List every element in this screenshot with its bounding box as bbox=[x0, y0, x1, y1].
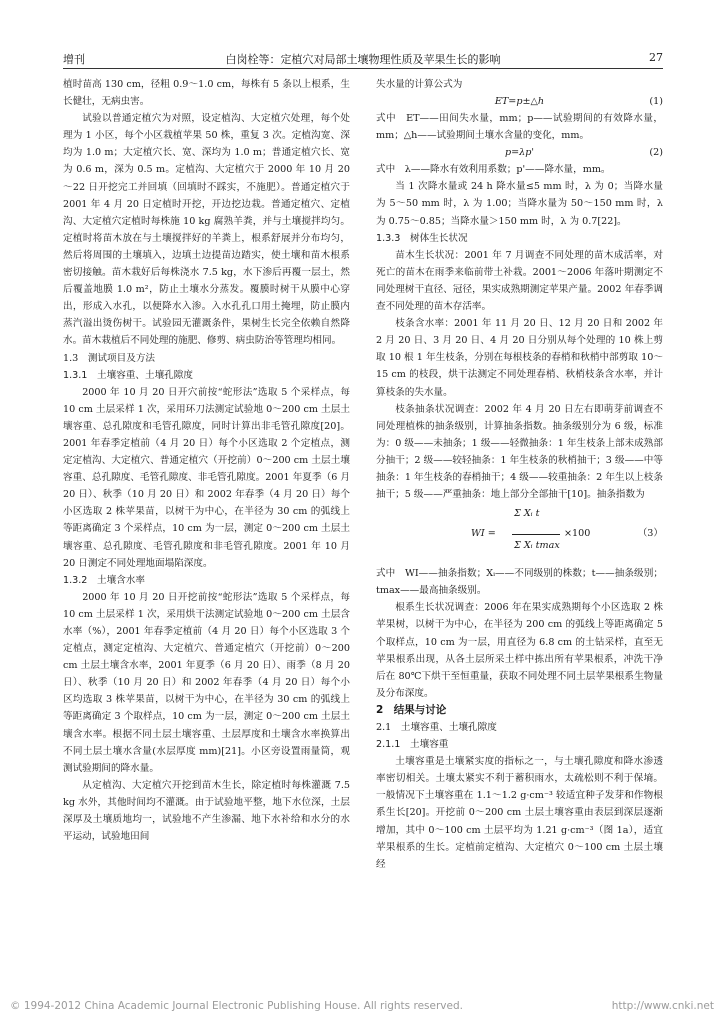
subsection-heading: 2.1.1 土壤容重 bbox=[376, 739, 449, 751]
right-column bbox=[376, 76, 663, 873]
equation-lhs: WI = bbox=[471, 528, 496, 540]
equation-formula: p=λp' bbox=[504, 147, 535, 159]
paragraph: 土壤容重是土壤紧实度的指标之一，与土壤孔隙度和降水渗透率密切相关。土壤太紧实不利于蓄积雨水，太疏松则不利于保墒。一般情况下土壤容重在 1.1～1.2 g·cm⁻³ 较适宜种子发芽和作物根系生长[20]。开挖前 0～200 cm 土层土壤容重由表层到深层逐渐增加，其中 0～100 cm 土层平均为 1.21 g·cm⁻³（图 1a），适宜苹果根系的生长。定植前定植沟、大定植穴 0～100 cm 土层土壤经 bbox=[376, 756, 663, 870]
footer-url: http://www.cnki.net bbox=[611, 1000, 714, 1012]
section-heading: 1.3 测试项目及方法 bbox=[63, 352, 156, 364]
subsection-heading: 1.3.1 土壤容重、土壤孔隙度 bbox=[63, 369, 193, 381]
paragraph: 式中 λ——降水有效利用系数；p'——降水量，mm。 bbox=[376, 164, 611, 176]
paragraph: 2000 年 10 月 20 日开挖前按“蛇形法”选取 5 个采样点，每 10 cm 土层采样 1 次，采用烘干法测定试验地 0～200 cm 土层含水率（%），2001 年春季定植前（4 月 20 日）每个小区选取 3 个定植点，测定定植沟、大定植穴、普通定植穴（开挖前）0～200 cm 土层土壤含水率，2001 年夏季（6 月 20 日）、雨季（8 月 20 日）、秋季（10 月 20 日）和 2002 年春季（4 月 20 日）每个小区均选取 3 株苹果苗，以树干为中心，在半径为 30 cm 的弧线上等距离确定 3 个取样点，10 cm 为一层，测定 0～200 cm 土层土壤含水率。根据不同土层土壤容重、土层厚度和土壤含水率换算出不同土层土壤水含量(水层厚度 mm)[21]。小区旁设置雨量筒，观测试验期间的降水量。 bbox=[63, 591, 350, 774]
footer-copyright: © 1994-2012 China Academic Journal Electronic Publishing House. All rights reserved. bbox=[10, 1000, 463, 1012]
equation-fraction bbox=[376, 503, 663, 565]
paragraph: 2000 年 10 月 20 日开穴前按“蛇形法”选取 5 个采样点，每 10 cm 土层采样 1 次，采用环刀法测定试验地 0～200 cm 土层土壤容重、总孔隙度和毛管孔隙度，同时计算出非毛管孔隙度[20]。2001 年春季定植前（4 月 20 日）每个小区选取 2 个定植点，测定定植沟、大定植穴、普通定植穴（开挖前）0～200 cm 土层土壤容重、总孔隙度、毛管孔隙度、非毛管孔隙度。2001 年夏季（6 月 20 日）、秋季（10 月 20 日）和 2002 年春季（4 月 20 日）每个小区选取 2 株苹果苗，以树干为中心，在半径为 30 cm 的弧线上等距离确定 3 个采样点，10 cm 为一层，测定 0～200 cm 土层土壤容重、总孔隙度、毛管孔隙度和非毛管孔隙度。2001 年 10 月 20 日测定不同处理地面塌陷深度。 bbox=[63, 386, 350, 569]
subsection-heading: 1.3.3 树体生长状况 bbox=[376, 232, 468, 244]
header-issue: 增刊 bbox=[63, 53, 85, 66]
paragraph: 根系生长状况调查：2006 年在果实成熟期每个小区选取 2 株苹果树，以树干为中心，在半径为 200 cm 的弧线上等距离确定 5 个取样点，10 cm 为一层，用直径为 6.8 cm 的土钻采样，直至无苹果根系出现，从各土层所采土样中拣出所有苹果根系，冲洗干净后在 80℃下烘干至恒重量，获取不同处理不同土层苹果根系生物量及分布深度。 bbox=[376, 602, 663, 699]
header-title: 白岗栓等：定植穴对局部土壤物理性质及苹果生长的影响 bbox=[225, 53, 501, 66]
equation-mul: ×100 bbox=[564, 528, 591, 540]
paragraph: 试验以普通定植穴为对照，设定植沟、大定植穴处理，每个处理为 1 小区，每个小区栽植苹果 50 株，重复 3 次。定植沟宽、深均为 1.0 m；大定植穴长、宽、深均为 1.0 m；普通定植穴长、宽为 0.6 m，深为 0.5 m。定植沟、大定植穴于 2000 年 10 月 20～22 日开挖完工并回填（回填时不踩实，不施肥）。普通定植穴于 2001 年 4 月 20 日定植时开挖，开边挖边栽。普通定植穴、定植沟、大定植穴定植时每株施 10 kg 腐熟羊粪，并与土壤搅拌均匀。定植时将苗木放在与土壤搅拌好的羊粪上，根系舒展并分布均匀，然后将周围的土壤填入，边填土边提苗边踏实，使土壤和苗木根系密切接触。苗木栽好后每株浇水 7.5 kg，水下渗后再覆一层土，然后覆盖地膜 1.0 m²，防止土壤水分蒸发。覆膜时树干从膜中心穿出，形成入水孔，以便降水入渗。入水孔孔口用土掩埋，防止膜内蒸汽溢出烫伤树干。试验园无灌溉条件，果树生长完全依赖自然降水。苗木栽植后不同处理的施肥、修剪、病虫防治等管理均相同。 bbox=[63, 113, 350, 347]
left-column bbox=[63, 76, 350, 845]
equation-den: Σ Xᵢ tmax bbox=[514, 540, 560, 552]
paragraph: 苗木生长状况：2001 年 7 月调查不同处理的苗木成活率，对死亡的苗木在雨季来临前带土补栽。2001～2006 年落叶期测定不同处理树干直径、冠径，果实成熟期测定苹果产量。2002 年春季调查不同处理的苗木存活率。 bbox=[376, 249, 663, 313]
equation-number: (1) bbox=[649, 96, 663, 108]
paragraph: 枝条抽条状况调查：2002 年 4 月 20 日左右即萌芽前调查不同处理植株的抽条级别，计算抽条指数。抽条级别分为 6 级，标准为：0 级——未抽条；1 级——轻微抽条：1 年生枝条上部未成熟部分抽干；2 级——较轻抽条：1 年生枝条的秋梢抽干；3 级——中等抽条：1 年生枝条的春梢抽干；4 级——较重抽条：2 年生以上枝条抽干；5 级——严重抽条：地上部分全部抽干[10]。抽条指数为 bbox=[376, 403, 663, 501]
chapter-heading: 2 结果与讨论 bbox=[376, 703, 447, 716]
section-heading: 2.1 土壤容重、土壤孔隙度 bbox=[376, 722, 497, 733]
paragraph: 当 1 次降水量或 24 h 降水量≤5 mm 时，λ 为 0；当降水量为 5～50 mm 时，λ 为 1.00；当降水量为 50～150 mm 时，λ 为 0.75～0.85；当降水量＞150 mm 时，λ 为 0.7[22]。 bbox=[376, 181, 663, 227]
equation-formula: ET=p±△h bbox=[494, 96, 545, 108]
fraction-bar bbox=[512, 534, 560, 535]
running-header bbox=[63, 48, 663, 68]
paragraph: 枝条含水率：2001 年 11 月 20 日、12 月 20 日和 2002 年 2 月 20 日、3 月 20 日、4 月 20 日分别从每个处理的 10 株上剪取 10 根 1 年生枝条，分别在每根枝条的春梢和秋梢中部剪取 10～15 cm 的枝段，烘干法测定不同处理春梢、秋梢枝条含水率，并计算枝条的失水量。 bbox=[376, 318, 663, 398]
equation-no: （3） bbox=[637, 528, 663, 540]
footer bbox=[10, 1000, 714, 1012]
subsection-heading: 1.3.2 土壤含水率 bbox=[63, 574, 145, 586]
equation bbox=[376, 144, 663, 161]
equation-num: Σ Xᵢ t bbox=[514, 508, 540, 520]
equation bbox=[376, 93, 663, 110]
equation-number: (2) bbox=[649, 147, 663, 159]
header-rule bbox=[63, 68, 663, 69]
paragraph: 植时苗高 130 cm，径粗 0.9～1.0 cm，每株有 5 条以上根系，生长健壮，无病虫害。 bbox=[63, 79, 350, 108]
paragraph: 式中 ET——田间失水量，mm；p——试验期间的有效降水量，mm；△h——试验期间土壤水含量的变化，mm。 bbox=[376, 113, 663, 142]
page-number: 27 bbox=[649, 51, 663, 64]
paragraph: 式中 WI——抽条指数；Xᵢ——不同级别的株数；t——抽条级别；tmax——最高抽条级别。 bbox=[376, 568, 663, 597]
paragraph: 从定植沟、大定植穴开挖到苗木生长，除定植时每株灌溉 7.5 kg 水外，其他时间均不灌溉。由于试验地平整，地下水位深，土层深厚及土壤质地均一，试验地不产生渗漏、地下水补给和水分的水平运动，试验地田间 bbox=[63, 779, 350, 843]
paragraph: 失水量的计算公式为 bbox=[376, 79, 463, 90]
